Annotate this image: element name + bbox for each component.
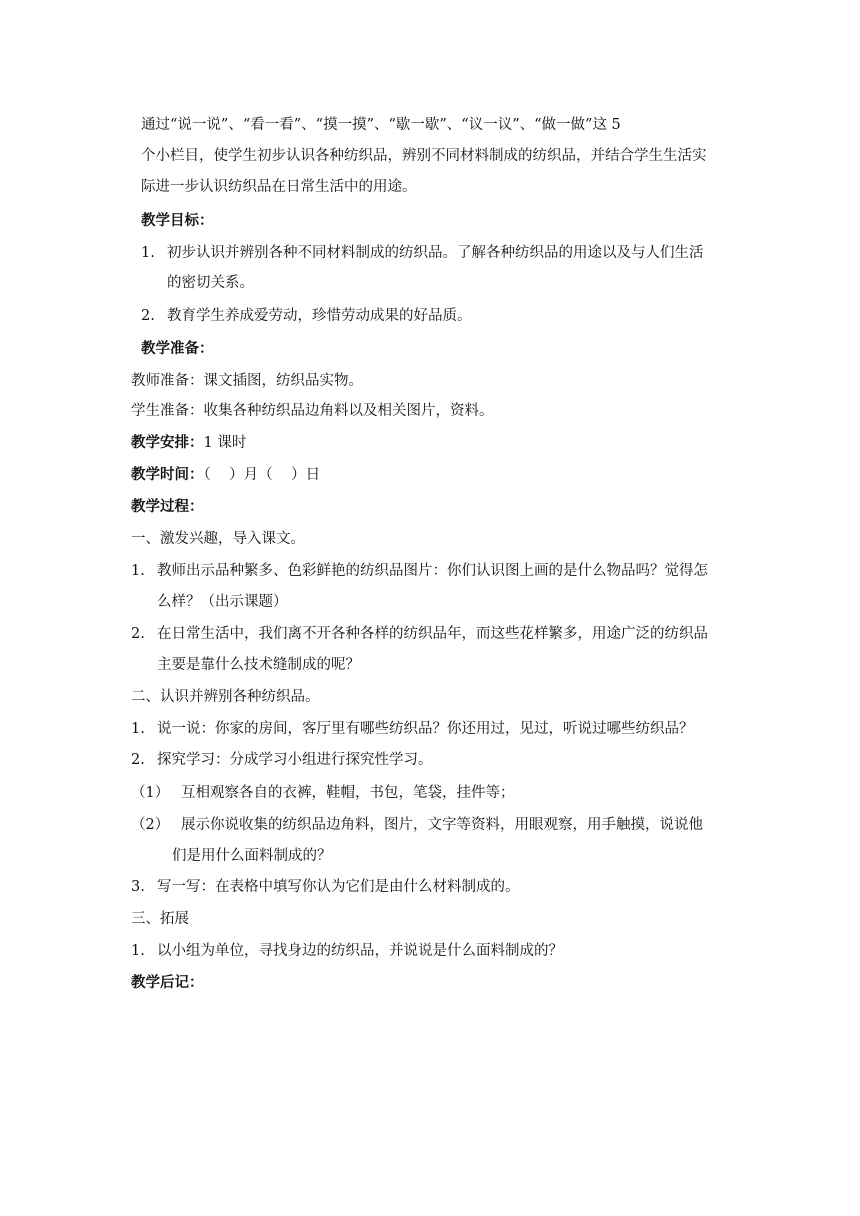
subitem-1 [131,778,515,808]
s3-item-1-num: 1. [131,943,145,959]
teacher-preparation: 教师准备：课文插图，纺织品实物。 [131,373,363,389]
s2-item-3-num: 3. [131,879,145,895]
subitem-2-num: （2） [131,817,170,833]
preparation-heading: 教学准备： [141,341,214,357]
s1-item-2-line-1: 在日常生活中，我们离不开各种各样的纺织品年，而这些花样繁多，用途广泛的纺织品 [157,626,708,642]
intro-line-2: 个小栏目，使学生初步认识各种纺织品，辨别不同材料制成的纺织品，并结合学生生活实 [141,148,707,164]
objective-1-num: 1. [141,245,155,261]
s2-item-3-line-1: 写一写：在表格中填写你认为它们是由什么材料制成的。 [157,879,520,895]
s1-item-1-num: 1. [131,563,145,579]
arrangement [131,428,246,458]
arrangement-label: 教学安排： [131,435,204,451]
s2-item-2-line-1: 探究学习：分成学习小组进行探究性学习。 [157,752,433,768]
subitem-1-line-1: 互相观察各自的衣裤，鞋帽，书包，笔袋，挂件等； [181,785,515,801]
objectives-heading: 教学目标： [141,213,214,229]
postscript-heading: 教学后记： [131,975,204,991]
section-2-item-2 [131,745,433,775]
s1-item-2-line-2: 主要是靠什么技术缝制成的呢？ [157,657,360,673]
s2-item-1-line-1: 说一说：你家的房间，客厅里有哪些纺织品？你还用过，见过，听说过哪些纺织品？ [157,721,694,737]
subitem-2-line-2: 们是用什么面料制成的？ [172,848,332,864]
section-3-item-1 [131,936,563,966]
objective-2-num: 2. [141,308,155,324]
s1-item-2-num: 2. [131,626,145,642]
s2-item-1-num: 1. [131,721,145,737]
student-preparation: 学生准备：收集各种纺织品边角料以及相关图片，资料。 [131,403,494,419]
s3-item-1-line-1: 以小组为单位，寻找身边的纺织品，并说说是什么面料制成的？ [157,943,563,959]
time-value: （ ）月（ ）日 [203,467,321,483]
teaching-time [131,460,320,490]
s2-item-2-num: 2. [131,752,145,768]
process-heading: 教学过程： [131,499,204,515]
objective-1-line-1: 初步认识并辨别各种不同材料制成的纺织品。了解各种纺织品的用途以及与人们生活 [167,245,704,261]
section-2-title: 二、认识并辨别各种纺织品。 [131,689,320,705]
objective-1-line-2: 的密切关系。 [167,275,254,291]
objective-2-line-1: 教育学生养成爱劳动，珍惜劳动成果的好品质。 [167,308,472,324]
objective-1 [141,238,704,268]
section-1-item-1 [131,556,708,586]
intro-line-1: 通过“说一说”、“看一看”、“摸一摸”、“歇一歇”、“议一议”、“做一做”这 5 [141,117,621,133]
s1-item-1-line-2: 么样？（出示课题） [157,594,288,610]
section-2-item-1 [131,714,694,744]
section-3-title: 三、拓展 [131,911,189,927]
subitem-2-line-1: 展示你说收集的纺织品边角料，图片，文字等资料，用眼观察，用手触摸，说说他 [181,817,703,833]
objective-2 [141,301,472,331]
arrangement-value: 1 课时 [203,435,247,451]
section-1-title: 一、激发兴趣，导入课文。 [131,531,305,547]
time-label: 教学时间： [131,467,204,483]
intro-line-3: 际进一步认识纺织品在日常生活中的用途。 [141,179,417,195]
s1-item-1-line-1: 教师出示品种繁多、色彩鲜艳的纺织品图片：你们认识图上画的是什么物品吗？觉得怎 [157,563,708,579]
section-2-item-3 [131,872,520,902]
subitem-2 [131,810,703,840]
section-1-item-2 [131,619,708,649]
subitem-1-num: （1） [131,785,170,801]
